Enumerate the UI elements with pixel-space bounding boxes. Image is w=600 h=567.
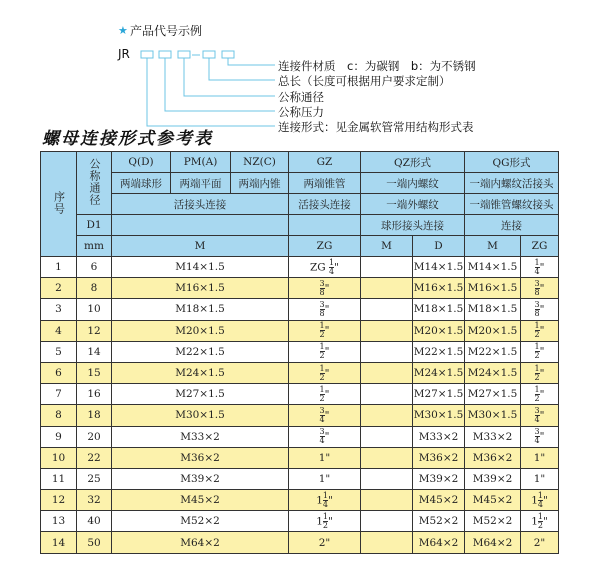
table-row xyxy=(41,511,559,532)
zg-cell: $\frac{3}{8}$ " xyxy=(289,299,361,320)
label-connection: 连接形式：见金属软管常用结构形式表 xyxy=(278,120,474,134)
qg-m-cell: M20×1.5 xyxy=(465,320,521,341)
qz-d-cell: M33×2 xyxy=(413,426,465,447)
header-union-connection: 活接头连接 xyxy=(112,194,289,215)
zg-cell: $\frac{1}{2}$ " xyxy=(289,384,361,405)
seq-cell: 11 xyxy=(41,468,77,489)
header-empty xyxy=(112,215,289,236)
table-row xyxy=(41,490,559,511)
zg-cell: $\frac{3}{4}$ " xyxy=(289,426,361,447)
seq-cell: 7 xyxy=(41,384,77,405)
qg-m-cell: M24×1.5 xyxy=(465,362,521,383)
seq-cell: 14 xyxy=(41,532,77,553)
seq-cell: 10 xyxy=(41,447,77,468)
qg-m-cell: M18×1.5 xyxy=(465,299,521,320)
header-m: M xyxy=(112,236,289,257)
qg-zg-cell: $\frac{1}{2}$ " xyxy=(521,362,559,383)
zg-cell: 2" xyxy=(289,532,361,553)
table-row xyxy=(41,362,559,383)
diameter-cell: 20 xyxy=(77,426,112,447)
m-cell: M18×1.5 xyxy=(112,299,289,320)
header-q: Q(D) xyxy=(112,152,171,173)
header-gz: GZ xyxy=(289,152,361,173)
header-nominal-diameter: 公称通径 xyxy=(77,152,112,215)
diameter-cell: 14 xyxy=(77,341,112,362)
m-cell: M45×2 xyxy=(112,490,289,511)
diameter-cell: 40 xyxy=(77,511,112,532)
qz-m-cell xyxy=(361,299,413,320)
header-pm-desc: 两端平面 xyxy=(171,173,231,194)
qz-d-cell: M22×1.5 xyxy=(413,341,465,362)
qg-zg-cell: $\frac{3}{4}$ " xyxy=(521,426,559,447)
header-zg: ZG xyxy=(289,236,361,257)
table-row xyxy=(41,257,559,278)
diameter-cell: 15 xyxy=(77,362,112,383)
header-pm: PM(A) xyxy=(171,152,231,173)
qg-m-cell: M52×2 xyxy=(465,511,521,532)
table-row xyxy=(41,426,559,447)
header-nz-desc: 两端内锥 xyxy=(231,173,289,194)
m-cell: M27×1.5 xyxy=(112,384,289,405)
zg-cell: 1" xyxy=(289,468,361,489)
qz-m-cell xyxy=(361,384,413,405)
diameter-cell: 50 xyxy=(77,532,112,553)
qz-d-cell: M27×1.5 xyxy=(413,384,465,405)
zg-cell: $\frac{1}{2}$ " xyxy=(289,341,361,362)
seq-cell: 4 xyxy=(41,320,77,341)
m-cell: M52×2 xyxy=(112,511,289,532)
qz-d-cell: M36×2 xyxy=(413,447,465,468)
table-row xyxy=(41,468,559,489)
table-row xyxy=(41,341,559,362)
header-qg-connection: 一端锥管螺纹接头 xyxy=(465,194,559,215)
m-cell: M20×1.5 xyxy=(112,320,289,341)
m-cell: M64×2 xyxy=(112,532,289,553)
qg-m-cell: M27×1.5 xyxy=(465,384,521,405)
m-cell: M14×1.5 xyxy=(112,257,289,278)
seq-cell: 1 xyxy=(41,257,77,278)
qg-m-cell: M16×1.5 xyxy=(465,278,521,299)
qz-d-cell: M45×2 xyxy=(413,490,465,511)
seq-cell: 5 xyxy=(41,341,77,362)
header-gz-connection: 活接头连接 xyxy=(289,194,361,215)
diameter-cell: 22 xyxy=(77,447,112,468)
qz-m-cell xyxy=(361,447,413,468)
zg-cell: $\frac{3}{8}$ " xyxy=(289,278,361,299)
header-qg-m: M xyxy=(465,236,521,257)
header-seq: 序号 xyxy=(41,152,77,257)
header-qg-link: 连接 xyxy=(465,215,559,236)
label-length: 总长（长度可根据用户要求定制） xyxy=(278,74,451,88)
header-nz: NZ(C) xyxy=(231,152,289,173)
qz-m-cell xyxy=(361,405,413,426)
qz-d-cell: M52×2 xyxy=(413,511,465,532)
label-pressure: 公称压力 xyxy=(278,105,324,119)
zg-cell: 1" xyxy=(289,447,361,468)
qz-d-cell: M24×1.5 xyxy=(413,362,465,383)
qg-m-cell: M39×2 xyxy=(465,468,521,489)
header-qg-zg: ZG xyxy=(521,236,559,257)
header-qz-m: M xyxy=(361,236,413,257)
qg-zg-cell: $\frac{1}{2}$ " xyxy=(521,320,559,341)
star-icon: ★ xyxy=(118,24,128,37)
header-unit: mm xyxy=(77,236,112,257)
qz-d-cell: M20×1.5 xyxy=(413,320,465,341)
header-q-desc: 两端球形 xyxy=(112,173,171,194)
zg-cell: $\frac{1}{2}$ " xyxy=(289,362,361,383)
header-gz-desc: 两端锥管 xyxy=(289,173,361,194)
qz-m-cell xyxy=(361,257,413,278)
example-heading: 产品代号示例 xyxy=(130,24,203,38)
zg-cell: 1 $\frac{1}{4}$ " xyxy=(289,490,361,511)
seq-cell: 2 xyxy=(41,278,77,299)
diameter-cell: 12 xyxy=(77,320,112,341)
diameter-cell: 8 xyxy=(77,278,112,299)
qg-zg-cell: 1 $\frac{1}{2}$ " xyxy=(521,511,559,532)
header-qz-connection: 一端外螺纹 xyxy=(361,194,465,215)
qz-d-cell: M18×1.5 xyxy=(413,299,465,320)
code-prefix: JR xyxy=(118,47,130,61)
qg-zg-cell: 1 $\frac{1}{4}$ " xyxy=(521,490,559,511)
qz-d-cell: M30×1.5 xyxy=(413,405,465,426)
header-qz-desc: 一端内螺纹 xyxy=(361,173,465,194)
header-qz: QZ形式 xyxy=(361,152,465,173)
qz-d-cell: M16×1.5 xyxy=(413,278,465,299)
table-row xyxy=(41,405,559,426)
zg-cell: ZG $\frac{1}{4}$ " xyxy=(289,257,361,278)
header-empty xyxy=(289,215,361,236)
seq-cell: 12 xyxy=(41,490,77,511)
header-qz-d: D xyxy=(413,236,465,257)
header-d1: D1 xyxy=(77,215,112,236)
qg-zg-cell: $\frac{3}{8}$ " xyxy=(521,278,559,299)
qg-m-cell: M36×2 xyxy=(465,447,521,468)
seq-cell: 9 xyxy=(41,426,77,447)
qg-zg-cell: $\frac{1}{4}$ " xyxy=(521,257,559,278)
header-qg: QG形式 xyxy=(465,152,559,173)
qg-zg-cell: 2" xyxy=(521,532,559,553)
qg-m-cell: M30×1.5 xyxy=(465,405,521,426)
seq-cell: 13 xyxy=(41,511,77,532)
diameter-cell: 16 xyxy=(77,384,112,405)
page-title: 螺母连接形式参考表 xyxy=(42,129,213,149)
table-row xyxy=(41,320,559,341)
label-material: 连接件材质 c：为碳钢 b：为不锈钢 xyxy=(278,59,476,73)
header-qg-desc: 一端内螺纹活接头 xyxy=(465,173,559,194)
zg-cell: $\frac{3}{4}$ " xyxy=(289,405,361,426)
diameter-cell: 18 xyxy=(77,405,112,426)
qg-m-cell: M33×2 xyxy=(465,426,521,447)
qz-m-cell xyxy=(361,511,413,532)
m-cell: M33×2 xyxy=(112,426,289,447)
seq-cell: 6 xyxy=(41,362,77,383)
qg-m-cell: M14×1.5 xyxy=(465,257,521,278)
qz-m-cell xyxy=(361,320,413,341)
qg-m-cell: M22×1.5 xyxy=(465,341,521,362)
qg-zg-cell: $\frac{3}{8}$ " xyxy=(521,299,559,320)
m-cell: M39×2 xyxy=(112,468,289,489)
qz-m-cell xyxy=(361,532,413,553)
qz-m-cell xyxy=(361,426,413,447)
m-cell: M16×1.5 xyxy=(112,278,289,299)
table-row xyxy=(41,532,559,553)
m-cell: M36×2 xyxy=(112,447,289,468)
diameter-cell: 6 xyxy=(77,257,112,278)
zg-cell: $\frac{1}{2}$ " xyxy=(289,320,361,341)
qz-m-cell xyxy=(361,490,413,511)
qz-d-cell: M39×2 xyxy=(413,468,465,489)
m-cell: M30×1.5 xyxy=(112,405,289,426)
qz-m-cell xyxy=(361,341,413,362)
table-row xyxy=(41,278,559,299)
diameter-cell: 25 xyxy=(77,468,112,489)
qz-m-cell xyxy=(361,278,413,299)
m-cell: M22×1.5 xyxy=(112,341,289,362)
nut-connection-table xyxy=(40,151,559,554)
diameter-cell: 10 xyxy=(77,299,112,320)
qg-zg-cell: $\frac{1}{2}$ " xyxy=(521,341,559,362)
qg-zg-cell: $\frac{3}{4}$ " xyxy=(521,405,559,426)
qg-zg-cell: 1" xyxy=(521,468,559,489)
qg-zg-cell: 1" xyxy=(521,447,559,468)
qg-m-cell: M64×2 xyxy=(465,532,521,553)
label-diameter: 公称通径 xyxy=(278,90,324,104)
m-cell: M24×1.5 xyxy=(112,362,289,383)
seq-cell: 3 xyxy=(41,299,77,320)
seq-cell: 8 xyxy=(41,405,77,426)
diameter-cell: 32 xyxy=(77,490,112,511)
header-qz-ball: 球形接头连接 xyxy=(361,215,465,236)
qz-d-cell: M14×1.5 xyxy=(413,257,465,278)
qg-zg-cell: $\frac{1}{2}$ " xyxy=(521,384,559,405)
zg-cell: 1 $\frac{1}{2}$ " xyxy=(289,511,361,532)
table-row xyxy=(41,447,559,468)
qz-m-cell xyxy=(361,468,413,489)
table-row xyxy=(41,384,559,405)
qz-d-cell: M64×2 xyxy=(413,532,465,553)
qg-m-cell: M45×2 xyxy=(465,490,521,511)
qz-m-cell xyxy=(361,362,413,383)
table-row xyxy=(41,299,559,320)
